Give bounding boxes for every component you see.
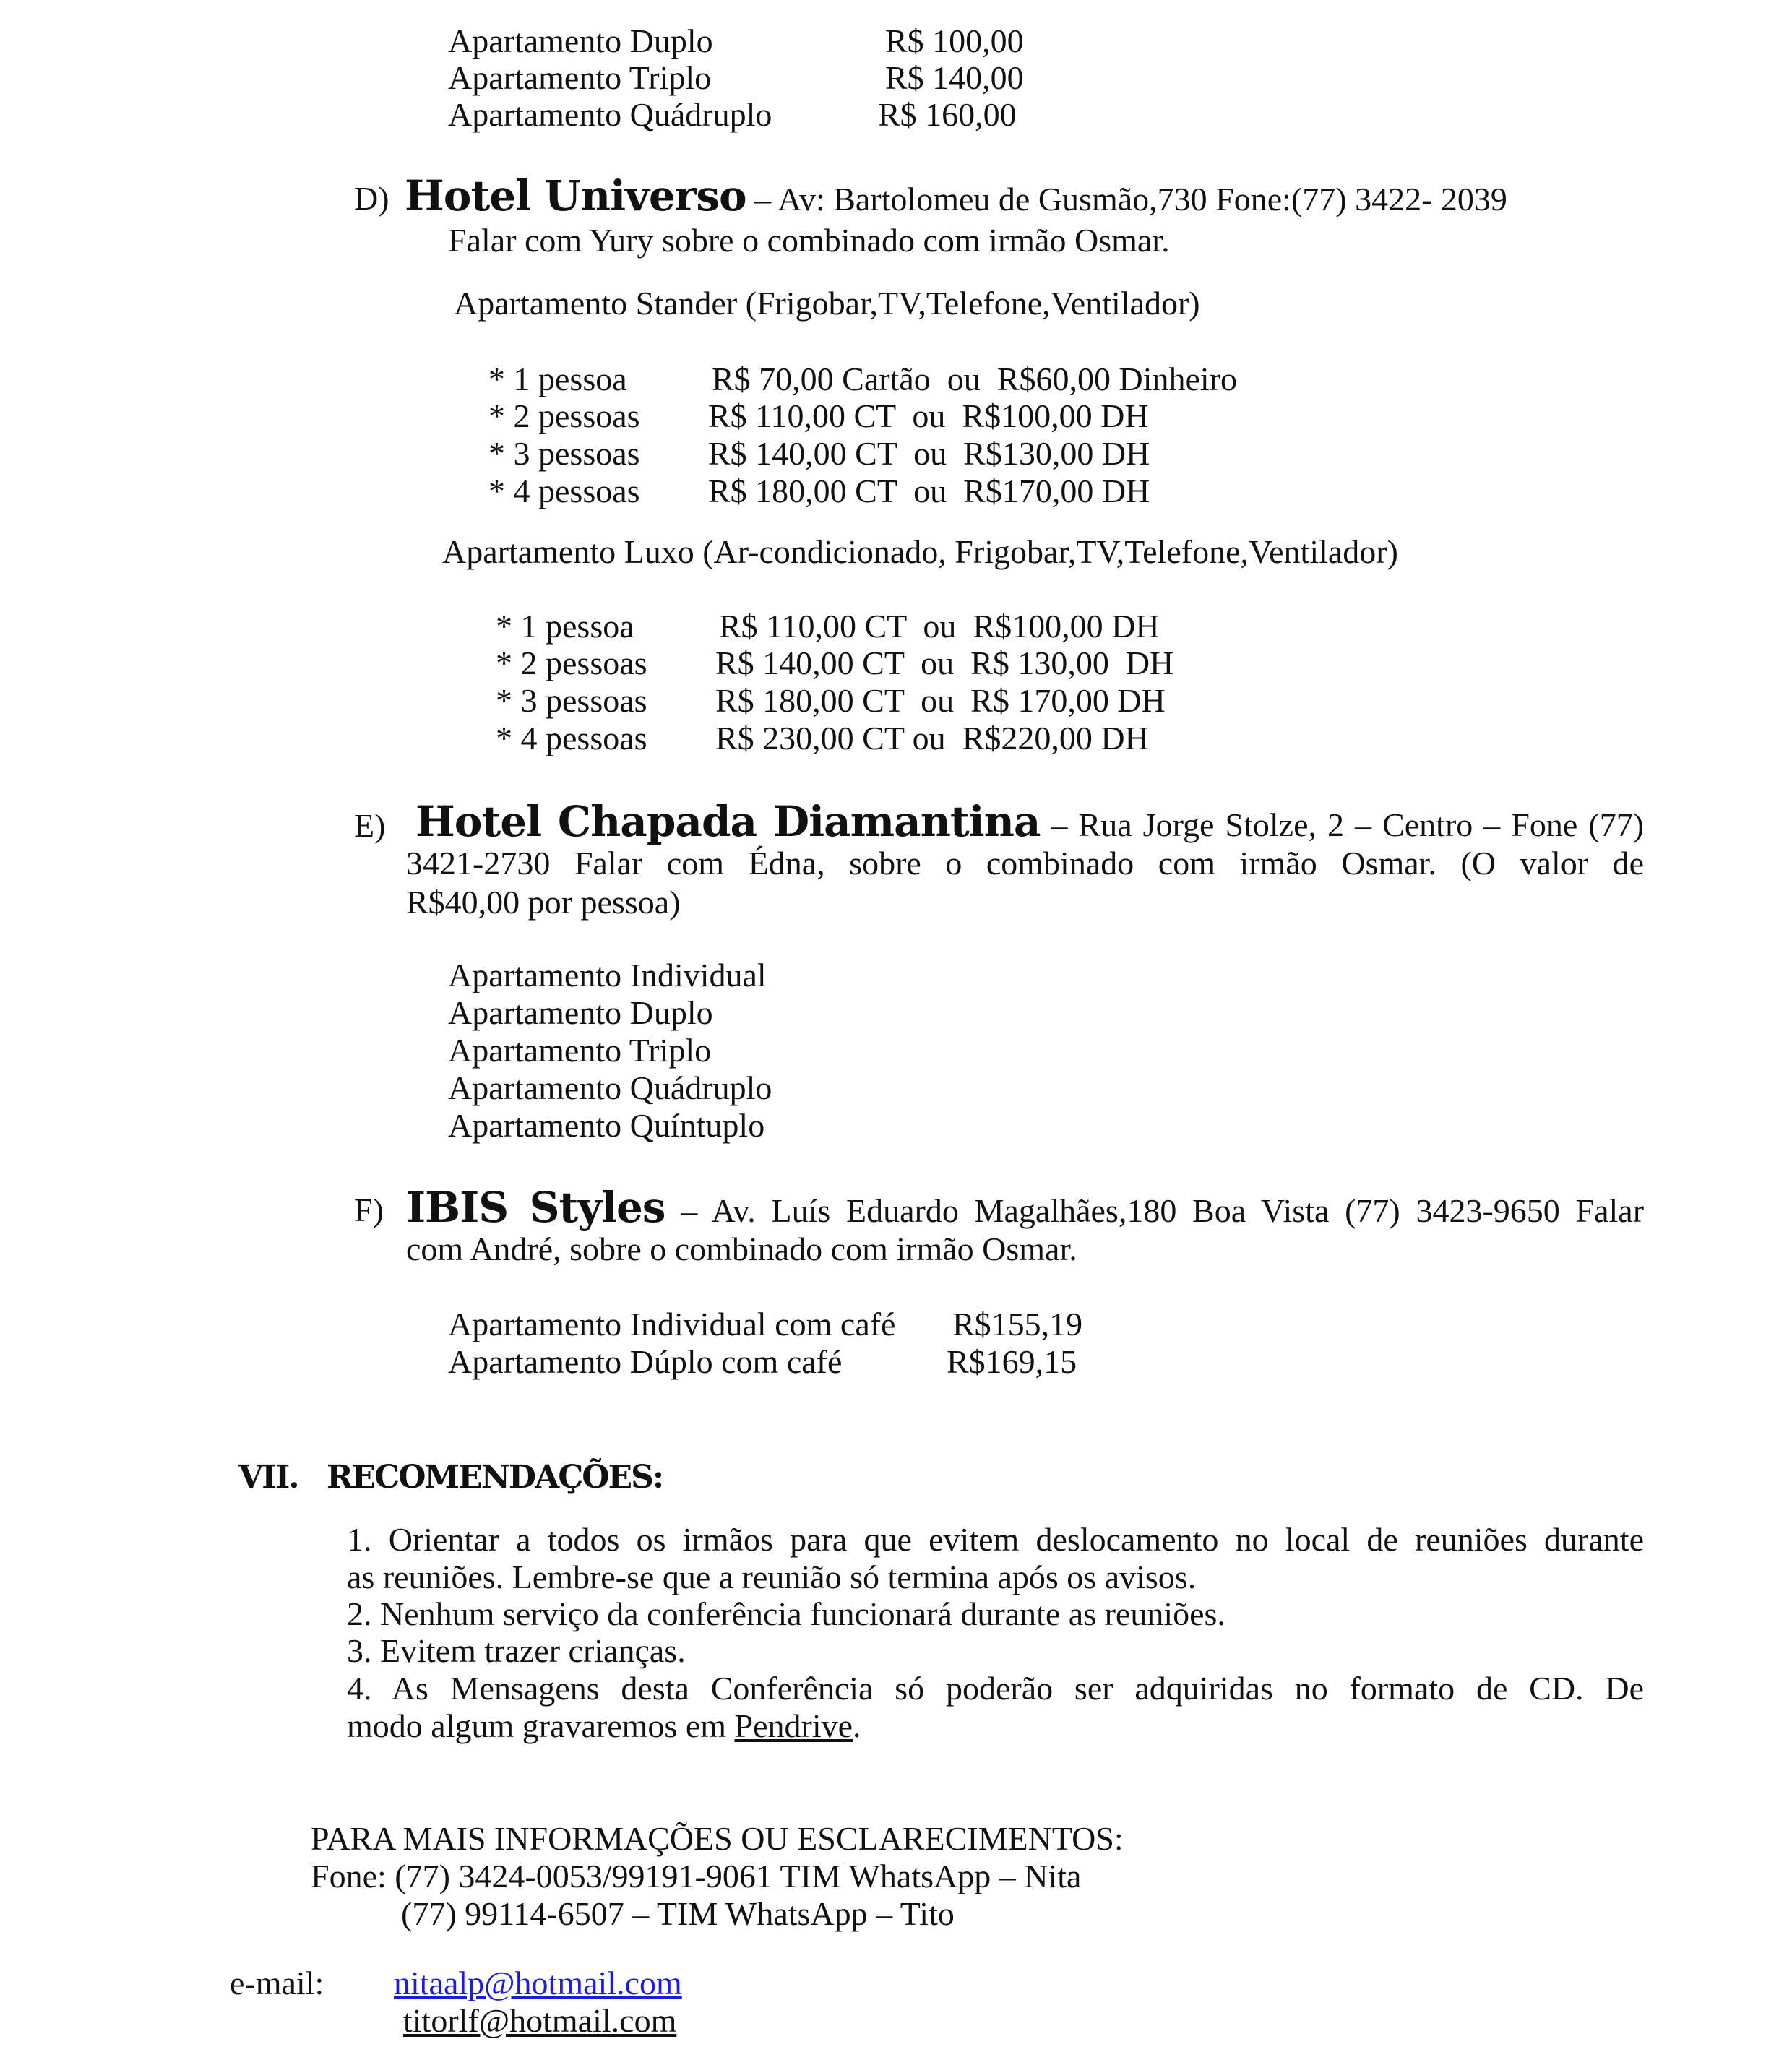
hotel-name: Hotel Chapada Diamantina [415, 797, 1041, 846]
pendrive-word: Pendrive [734, 1707, 853, 1744]
room-name: Apartamento Quádruplo [448, 1069, 772, 1106]
rate: R$ 110,00 CT ou R$100,00 DH [708, 397, 1149, 434]
hotel-note: R$40,00 por pessoa) [406, 884, 681, 921]
section-title: RECOMENDAÇÕES: [327, 1459, 663, 1496]
room-name: Apartamento Individual com café [448, 1306, 896, 1342]
hotel-address: – Av: Bartolomeu de Gusmão,730 Fone:(77) 3422- 2039 [754, 181, 1507, 217]
hotel-heading [415, 799, 1644, 848]
contact-phone: (77) 99114-6507 – TIM WhatsApp – Tito [401, 1895, 955, 1932]
hotel-address: – Av. Luís Eduardo Magalhães,180 Boa Vista (77) 3423-9650 Falar [681, 1192, 1645, 1229]
rate: R$ 140,00 CT ou R$130,00 DH [708, 435, 1150, 472]
recommendation-item: 3. Evitem trazer crianças. [347, 1632, 686, 1669]
room-name: Apartamento Quádruplo [448, 96, 772, 133]
email-label: e-mail: [230, 1965, 324, 2001]
room-name: Apartamento Dúplo com café [448, 1343, 843, 1380]
recommendation-text: . [853, 1707, 861, 1744]
hotel-contact: Falar com Yury sobre o combinado com irmão Osmar. [448, 222, 1170, 259]
list-marker: D) [354, 180, 389, 217]
room-price: R$169,15 [947, 1343, 1077, 1380]
hotel-contact: 3421-2730 Falar com Édna, sobre o combinado com irmão Osmar. (O valor de [406, 845, 1644, 881]
room-price: R$155,19 [952, 1306, 1083, 1342]
email-link[interactable]: titorlf@hotmail.com [403, 2002, 677, 2039]
room-name: Apartamento Individual [448, 957, 767, 993]
rate: R$ 110,00 CT ou R$100,00 DH [719, 608, 1160, 645]
room-name: Apartamento Duplo [448, 994, 713, 1031]
room-price: R$ 140,00 [885, 59, 1024, 96]
recommendation-item: 1. Orientar a todos os irmãos para que evitem deslocamento no local de reuniões durante [347, 1521, 1644, 1558]
room-category-title: Apartamento Stander (Frigobar,TV,Telefone,Ventilador) [454, 285, 1200, 322]
hotel-address: – Rua Jorge Stolze, 2 – Centro – Fone (77) [1051, 806, 1645, 843]
hotel-heading [405, 173, 1507, 222]
occupancy: * 3 pessoas [496, 682, 647, 719]
recommendation-item: as reuniões. Lembre-se que a reunião só termina após os avisos. [347, 1559, 1197, 1595]
occupancy: * 1 pessoa [488, 361, 627, 397]
contact-phone: Fone: (77) 3424-0053/99191-9061 TIM WhatsApp – Nita [311, 1858, 1082, 1894]
rate: R$ 70,00 Cartão ou R$60,00 Dinheiro [712, 361, 1237, 397]
room-price: R$ 160,00 [878, 96, 1017, 133]
room-name: Apartamento Quíntuplo [448, 1107, 765, 1144]
section-number: VII. [238, 1459, 298, 1496]
rate: R$ 230,00 CT ou R$220,00 DH [715, 720, 1149, 756]
contact-heading: PARA MAIS INFORMAÇÕES OU ESCLARECIMENTOS: [311, 1820, 1124, 1857]
recommendation-item [347, 1707, 861, 1746]
occupancy: * 2 pessoas [488, 397, 640, 434]
occupancy: * 4 pessoas [496, 720, 647, 756]
room-category-title: Apartamento Luxo (Ar-condicionado, Frigobar,TV,Telefone,Ventilador) [442, 533, 1398, 570]
rate: R$ 140,00 CT ou R$ 130,00 DH [715, 645, 1174, 681]
hotel-heading [406, 1185, 1644, 1233]
recommendation-item: 2. Nenhum serviço da conferência funcionará durante as reuniões. [347, 1595, 1225, 1632]
hotel-name: IBIS Styles [406, 1183, 665, 1232]
occupancy: * 2 pessoas [496, 645, 647, 681]
email-link[interactable]: nitaalp@hotmail.com [394, 1965, 682, 2001]
list-marker: F) [354, 1191, 384, 1228]
hotel-name: Hotel Universo [405, 171, 746, 220]
recommendation-text: modo algum gravaremos em [347, 1707, 735, 1744]
occupancy: * 1 pessoa [496, 608, 634, 645]
hotel-contact: com André, sobre o combinado com irmão Osmar. [406, 1230, 1077, 1267]
room-price: R$ 100,00 [885, 22, 1024, 59]
room-name: Apartamento Triplo [448, 59, 712, 96]
room-name: Apartamento Duplo [448, 22, 713, 59]
rate: R$ 180,00 CT ou R$ 170,00 DH [715, 682, 1166, 719]
recommendation-item: 4. As Mensagens desta Conferência só poderão ser adquiridas no formato de CD. De [347, 1670, 1644, 1707]
rate: R$ 180,00 CT ou R$170,00 DH [708, 473, 1150, 509]
list-marker: E) [354, 807, 386, 844]
occupancy: * 3 pessoas [488, 435, 640, 472]
occupancy: * 4 pessoas [488, 473, 640, 509]
room-name: Apartamento Triplo [448, 1032, 712, 1069]
